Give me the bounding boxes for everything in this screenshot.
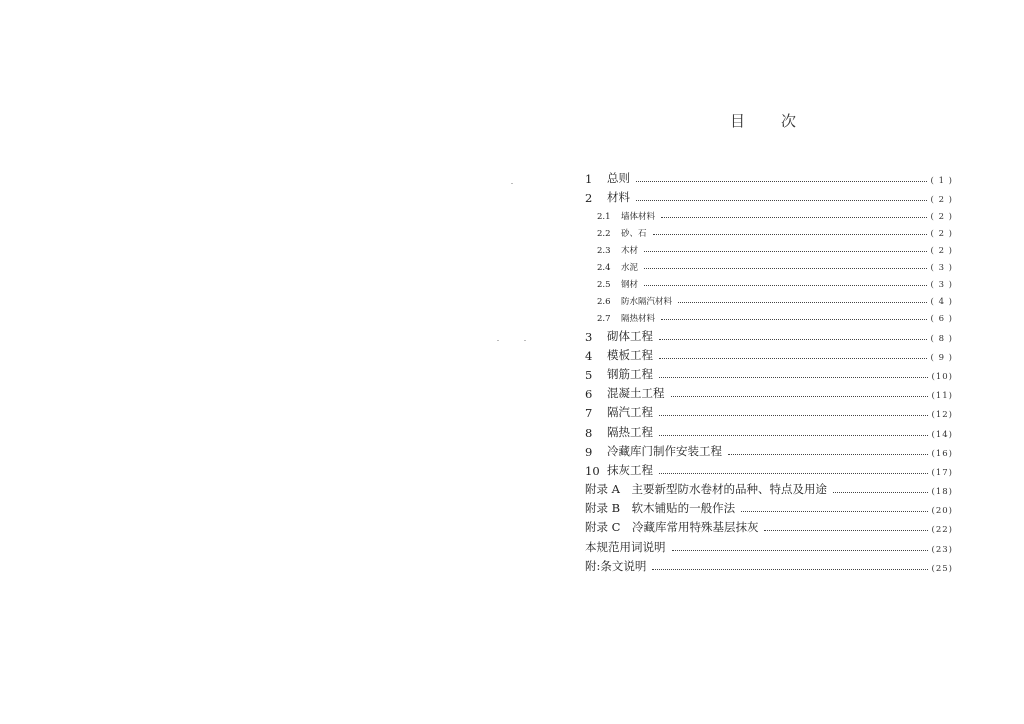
toc-entry-label: 隔热工程 <box>607 424 653 439</box>
toc-entry-number: 3 <box>585 329 593 344</box>
toc-entry-number: 2.2 <box>597 229 611 240</box>
toc-dot-leader <box>678 302 927 303</box>
toc-entry-page: ( 3 ) <box>930 263 953 274</box>
toc-entry-page: (14) <box>931 429 953 440</box>
toc-entry-label: 砂、石 <box>621 229 647 240</box>
toc-entry-label: 水泥 <box>621 263 639 274</box>
toc-entry-label: 模板工程 <box>607 347 653 362</box>
toc-entry[interactable] <box>585 290 953 307</box>
toc-entry-number: 6 <box>585 387 593 402</box>
toc-entry[interactable] <box>585 273 953 290</box>
toc-entry-label: 墙体材料 <box>621 212 656 223</box>
toc-entry-page: (25) <box>931 563 953 574</box>
toc-entry[interactable] <box>585 555 953 574</box>
toc-dot-leader <box>636 200 927 201</box>
toc-entry[interactable] <box>585 535 953 554</box>
toc-entry-page: ( 3 ) <box>930 280 953 291</box>
toc-entry-label: 抹灰工程 <box>607 462 653 477</box>
toc-entry[interactable] <box>585 382 953 401</box>
toc-entry-page: ( 8 ) <box>930 333 953 344</box>
toc-dot-leader <box>764 530 927 531</box>
toc-entry-page: ( 6 ) <box>930 314 953 325</box>
scan-speck <box>511 183 513 184</box>
toc-entry-label: 防水隔汽材料 <box>621 297 673 308</box>
toc-dot-leader <box>653 234 927 235</box>
toc-dot-leader <box>659 377 928 378</box>
toc-dot-leader <box>652 569 927 570</box>
toc-entry-label: 附录 A 主要新型防水卷材的品种、特点及用途 <box>585 482 827 497</box>
toc-entry-label: 砌体工程 <box>607 328 653 343</box>
toc-entry-page: (23) <box>931 544 953 555</box>
toc-entry[interactable] <box>585 307 953 324</box>
toc-entry[interactable] <box>585 459 953 478</box>
toc-entry-label: 本规范用词说明 <box>585 539 666 554</box>
toc-entry[interactable] <box>585 222 953 239</box>
toc-entry-page: (22) <box>931 525 953 536</box>
toc-entry[interactable] <box>585 497 953 516</box>
toc-dot-leader <box>671 396 928 397</box>
toc-entry-number: 4 <box>585 348 593 363</box>
toc-entry[interactable] <box>585 363 953 382</box>
toc-title-char: 次 <box>781 112 797 130</box>
toc-dot-leader <box>644 268 927 269</box>
toc-entry-page: ( 9 ) <box>930 352 953 363</box>
toc-entry-label: 总则 <box>607 171 630 186</box>
toc-entry[interactable] <box>585 440 953 459</box>
toc-entry-number: 2 <box>585 191 593 206</box>
toc-entry-number: 2.1 <box>597 212 611 223</box>
toc-entry[interactable] <box>585 256 953 273</box>
toc-entry[interactable] <box>585 167 953 186</box>
toc-entry-page: (10) <box>931 371 953 382</box>
toc-entry[interactable] <box>585 344 953 363</box>
toc-entry-number: 7 <box>585 406 593 421</box>
toc-entry-label: 冷藏库门制作安装工程 <box>607 443 722 458</box>
toc-dot-leader <box>661 319 927 320</box>
toc-dot-leader <box>636 181 927 182</box>
toc-dot-leader <box>833 492 928 493</box>
toc-entry-number: 8 <box>585 425 593 440</box>
toc-entry-page: ( 2 ) <box>930 229 953 240</box>
toc-entry-number: 5 <box>585 367 593 382</box>
toc-entry-page: (16) <box>931 448 953 459</box>
toc-dot-leader <box>741 511 927 512</box>
toc-dot-leader <box>659 415 928 416</box>
toc-entry-label: 木材 <box>621 246 639 257</box>
scan-speck <box>524 340 526 341</box>
toc-entry-number: 2.6 <box>597 297 611 308</box>
toc-entry[interactable] <box>585 239 953 256</box>
toc-entry-label: 隔热材料 <box>621 314 656 325</box>
toc-entry-number: 2.5 <box>597 280 611 291</box>
toc-entry-label: 附录 C 冷藏库常用特殊基层抹灰 <box>585 520 759 535</box>
toc-entry-label: 混凝土工程 <box>607 386 665 401</box>
toc-dot-leader <box>644 285 927 286</box>
toc-dot-leader <box>644 251 927 252</box>
toc-entry-page: ( 2 ) <box>930 212 953 223</box>
toc-entry-page: ( 2 ) <box>930 246 953 257</box>
toc-entry-label: 材料 <box>607 190 630 205</box>
toc-entry[interactable] <box>585 205 953 222</box>
toc-entry-page: ( 1 ) <box>930 176 953 187</box>
scan-speck <box>497 340 499 341</box>
toc-entry[interactable] <box>585 186 953 205</box>
toc-entry-label: 隔汽工程 <box>607 405 653 420</box>
toc-entry[interactable] <box>585 516 953 535</box>
toc-entry-page: (11) <box>931 391 953 402</box>
toc-entry-label: 附录 B 软木铺贴的一般作法 <box>585 501 736 516</box>
toc-entry[interactable] <box>585 324 953 343</box>
toc-entry-page: (12) <box>931 410 953 421</box>
toc-entry-number: 10 <box>585 463 600 478</box>
toc-dot-leader <box>659 435 928 436</box>
toc-entry[interactable] <box>585 401 953 420</box>
toc-entry-page: (17) <box>931 467 953 478</box>
toc-entry-number: 2.3 <box>597 246 611 257</box>
toc-entry-label: 附:条文说明 <box>585 558 647 573</box>
toc-dot-leader <box>659 358 927 359</box>
toc-title-char: 目 <box>730 112 746 130</box>
toc-title <box>730 110 796 131</box>
toc-dot-leader <box>728 454 928 455</box>
toc-dot-leader <box>672 550 928 551</box>
toc-entry-label: 钢筋工程 <box>607 366 653 381</box>
toc-entry-number: 2.4 <box>597 263 611 274</box>
toc-entry-page: (20) <box>931 506 953 517</box>
toc-entry-page: (18) <box>931 487 953 498</box>
toc-dot-leader <box>659 339 927 340</box>
toc-dot-leader <box>659 473 928 474</box>
toc-entry[interactable] <box>585 420 953 439</box>
toc-entry-number: 2.7 <box>597 314 611 325</box>
toc-entry-number: 1 <box>585 172 593 187</box>
toc-entry-number: 9 <box>585 444 593 459</box>
toc-entry-page: ( 4 ) <box>930 297 953 308</box>
toc-entry-page: ( 2 ) <box>930 195 953 206</box>
table-of-contents <box>585 167 953 574</box>
toc-entry-label: 钢材 <box>621 280 639 291</box>
toc-entry[interactable] <box>585 478 953 497</box>
toc-dot-leader <box>661 217 927 218</box>
